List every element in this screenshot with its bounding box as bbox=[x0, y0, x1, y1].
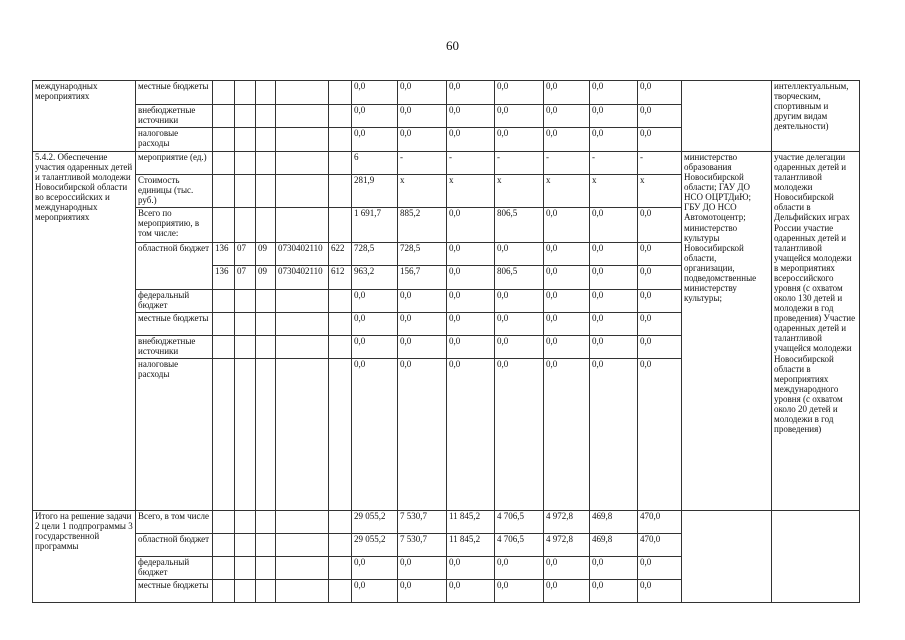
value-cell: 0,0 bbox=[544, 336, 590, 359]
value-cell: 0,0 bbox=[544, 359, 590, 511]
value-cell: - bbox=[638, 152, 682, 175]
value-cell: 0,0 bbox=[544, 313, 590, 336]
value-cell: 885,2 bbox=[398, 208, 447, 243]
value-cell: 11 845,2 bbox=[447, 534, 495, 557]
value-cell: 11 845,2 bbox=[447, 511, 495, 534]
value-cell: 0,0 bbox=[352, 128, 398, 152]
value-cell: 0,0 bbox=[544, 557, 590, 580]
value-cell: 0,0 bbox=[638, 266, 682, 290]
value-cell: 0,0 bbox=[447, 128, 495, 152]
value-cell: 0,0 bbox=[447, 266, 495, 290]
value-cell: 0,0 bbox=[638, 580, 682, 603]
value-cell: - bbox=[544, 152, 590, 175]
value-cell: 0,0 bbox=[544, 128, 590, 152]
value-cell: 0,0 bbox=[638, 359, 682, 511]
vr-code-cell: 612 bbox=[329, 266, 352, 290]
pr-code-cell: 09 bbox=[256, 266, 276, 290]
value-cell: 963,2 bbox=[352, 266, 398, 290]
value-cell: 0,0 bbox=[398, 557, 447, 580]
value-cell: 0,0 bbox=[352, 359, 398, 511]
value-cell: 0,0 bbox=[447, 359, 495, 511]
value-cell: 0,0 bbox=[447, 580, 495, 603]
source-cell: налоговые расходы bbox=[136, 128, 213, 152]
pr-code-cell: 09 bbox=[256, 243, 276, 266]
value-cell: 0,0 bbox=[590, 128, 638, 152]
cs-code-cell bbox=[276, 208, 329, 243]
gp-code-cell bbox=[213, 175, 235, 208]
gp-code-cell: 136 bbox=[213, 243, 235, 266]
value-cell: 281,9 bbox=[352, 175, 398, 208]
cs-code-cell: 0730402110 bbox=[276, 266, 329, 290]
value-cell: 0,0 bbox=[495, 313, 544, 336]
table-body bbox=[33, 81, 860, 603]
rz-code-cell: 07 bbox=[235, 243, 256, 266]
page-number: 60 bbox=[446, 38, 459, 53]
value-cell: 0,0 bbox=[447, 290, 495, 313]
source-cell: местные бюджеты bbox=[136, 81, 213, 105]
value-cell: 806,5 bbox=[495, 208, 544, 243]
cs-code-cell: 0730402110 bbox=[276, 243, 329, 266]
value-cell: 29 055,2 bbox=[352, 511, 398, 534]
value-cell: 0,0 bbox=[398, 105, 447, 128]
pr-code-cell bbox=[256, 152, 276, 175]
table-row bbox=[33, 511, 860, 534]
value-cell: 0,0 bbox=[495, 580, 544, 603]
value-cell: 0,0 bbox=[638, 243, 682, 266]
value-cell: x bbox=[447, 175, 495, 208]
value-cell: 0,0 bbox=[544, 266, 590, 290]
value-cell: 7 530,7 bbox=[398, 534, 447, 557]
value-cell: - bbox=[495, 152, 544, 175]
result-cell: интеллектуальным, творческим, спортивным и другим видам деятельности) bbox=[772, 81, 860, 152]
value-cell: 7 530,7 bbox=[398, 511, 447, 534]
value-cell: x bbox=[638, 175, 682, 208]
value-cell: 1 691,7 bbox=[352, 208, 398, 243]
vr-code-cell bbox=[329, 152, 352, 175]
value-cell: 0,0 bbox=[398, 290, 447, 313]
source-cell: Всего, в том числе bbox=[136, 511, 213, 534]
value-cell: 0,0 bbox=[638, 81, 682, 105]
value-cell: 0,0 bbox=[352, 81, 398, 105]
value-cell: 0,0 bbox=[590, 580, 638, 603]
value-cell: 0,0 bbox=[352, 290, 398, 313]
source-cell: налоговые расходы bbox=[136, 359, 213, 511]
source-cell: Всего по мероприятию, в том числе: bbox=[136, 208, 213, 243]
value-cell: 0,0 bbox=[590, 208, 638, 243]
value-cell: 0,0 bbox=[590, 243, 638, 266]
value-cell: 0,0 bbox=[495, 557, 544, 580]
financing-table bbox=[32, 80, 860, 603]
value-cell: 469,8 bbox=[590, 534, 638, 557]
event-cell: 5.4.2. Обеспечение участия одаренных детей и талантливой молодежи Новосибирской области во всероссийских и международных мероприятиях bbox=[33, 152, 136, 511]
value-cell: 0,0 bbox=[638, 336, 682, 359]
source-cell: внебюджетные источники bbox=[136, 336, 213, 359]
value-cell: 0,0 bbox=[590, 81, 638, 105]
value-cell: 0,0 bbox=[638, 557, 682, 580]
rz-code-cell bbox=[235, 175, 256, 208]
value-cell: 469,8 bbox=[590, 511, 638, 534]
value-cell: 4 706,5 bbox=[495, 511, 544, 534]
rz-code-cell: 07 bbox=[235, 266, 256, 290]
source-cell: внебюджетные источники bbox=[136, 105, 213, 128]
value-cell: - bbox=[398, 152, 447, 175]
value-cell: x bbox=[495, 175, 544, 208]
value-cell: 0,0 bbox=[544, 243, 590, 266]
gp-code-cell bbox=[213, 208, 235, 243]
value-cell: 806,5 bbox=[495, 266, 544, 290]
source-cell: мероприятие (ед.) bbox=[136, 152, 213, 175]
value-cell: 0,0 bbox=[590, 557, 638, 580]
source-cell: федеральный бюджет bbox=[136, 290, 213, 313]
value-cell: 0,0 bbox=[398, 313, 447, 336]
gp-code-cell bbox=[213, 152, 235, 175]
value-cell: 4 706,5 bbox=[495, 534, 544, 557]
value-cell: 0,0 bbox=[352, 336, 398, 359]
value-cell: 0,0 bbox=[398, 81, 447, 105]
value-cell: 728,5 bbox=[352, 243, 398, 266]
value-cell: 0,0 bbox=[495, 359, 544, 511]
value-cell: 0,0 bbox=[495, 290, 544, 313]
value-cell: 0,0 bbox=[352, 313, 398, 336]
value-cell: 29 055,2 bbox=[352, 534, 398, 557]
value-cell: 156,7 bbox=[398, 266, 447, 290]
value-cell: x bbox=[544, 175, 590, 208]
cs-code-cell bbox=[276, 175, 329, 208]
pr-code-cell bbox=[256, 208, 276, 243]
value-cell: 0,0 bbox=[590, 336, 638, 359]
value-cell: 0,0 bbox=[447, 557, 495, 580]
value-cell: 0,0 bbox=[495, 336, 544, 359]
source-cell: местные бюджеты bbox=[136, 580, 213, 603]
value-cell: 0,0 bbox=[495, 128, 544, 152]
value-cell: - bbox=[590, 152, 638, 175]
value-cell: 0,0 bbox=[590, 266, 638, 290]
value-cell: 0,0 bbox=[447, 243, 495, 266]
source-cell: федеральный бюджет bbox=[136, 557, 213, 580]
value-cell: 6 bbox=[352, 152, 398, 175]
value-cell: 0,0 bbox=[590, 105, 638, 128]
rz-code-cell bbox=[235, 152, 256, 175]
value-cell: 0,0 bbox=[398, 580, 447, 603]
table-row bbox=[33, 81, 860, 105]
value-cell: x bbox=[590, 175, 638, 208]
vr-code-cell: 622 bbox=[329, 243, 352, 266]
executor-cell bbox=[682, 81, 772, 152]
value-cell: 0,0 bbox=[447, 81, 495, 105]
event-cell: международных мероприятиях bbox=[33, 81, 136, 152]
value-cell: x bbox=[398, 175, 447, 208]
value-cell: 0,0 bbox=[352, 105, 398, 128]
value-cell: 0,0 bbox=[398, 336, 447, 359]
gp-code-cell: 136 bbox=[213, 266, 235, 290]
executor-cell: министерство образования Новосибирской области; ГАУ ДО НСО ОЦРТДиЮ; ГБУ ДО НСО Автомотоцентр; министерство культуры Новосибирской области, организации, подведомственные министерству культуры; bbox=[682, 152, 772, 511]
value-cell: 0,0 bbox=[447, 105, 495, 128]
value-cell: 4 972,8 bbox=[544, 511, 590, 534]
value-cell: 0,0 bbox=[638, 208, 682, 243]
source-cell: Стоимость единицы (тыс. руб.) bbox=[136, 175, 213, 208]
vr-code-cell bbox=[329, 208, 352, 243]
value-cell: - bbox=[447, 152, 495, 175]
table-row bbox=[33, 152, 860, 175]
pr-code-cell bbox=[256, 175, 276, 208]
value-cell: 0,0 bbox=[495, 243, 544, 266]
value-cell: 0,0 bbox=[638, 290, 682, 313]
cs-code-cell bbox=[276, 152, 329, 175]
value-cell: 0,0 bbox=[352, 580, 398, 603]
value-cell: 0,0 bbox=[495, 105, 544, 128]
result-cell: участие делегации одаренных детей и талантливой молодежи Новосибирской области в Дельфийских играх России участие одаренных детей и талантливой учащейся молодежи в мероприятиях всероссийского уровня (с охватом около 130 детей и молодежи в год проведения) Участие одаренных детей и талантливой учащейся молодежи Новосибирской области в мероприятиях международного уровня (с охватом около 20 детей и молодежи в год проведения) bbox=[772, 152, 860, 511]
value-cell: 0,0 bbox=[544, 208, 590, 243]
executor-cell bbox=[682, 511, 772, 603]
value-cell: 0,0 bbox=[544, 81, 590, 105]
value-cell: 0,0 bbox=[638, 128, 682, 152]
value-cell: 0,0 bbox=[590, 359, 638, 511]
vr-code-cell bbox=[329, 175, 352, 208]
source-cell: местные бюджеты bbox=[136, 313, 213, 336]
value-cell: 470,0 bbox=[638, 511, 682, 534]
value-cell: 0,0 bbox=[447, 208, 495, 243]
rz-code-cell bbox=[235, 208, 256, 243]
value-cell: 0,0 bbox=[398, 128, 447, 152]
value-cell: 0,0 bbox=[447, 313, 495, 336]
value-cell: 0,0 bbox=[495, 81, 544, 105]
value-cell: 0,0 bbox=[352, 557, 398, 580]
value-cell: 728,5 bbox=[398, 243, 447, 266]
event-cell: Итого на решение задачи 2 цели 1 подпрограммы 3 государственной программы bbox=[33, 511, 136, 603]
value-cell: 0,0 bbox=[590, 313, 638, 336]
value-cell: 4 972,8 bbox=[544, 534, 590, 557]
value-cell: 470,0 bbox=[638, 534, 682, 557]
value-cell: 0,0 bbox=[544, 290, 590, 313]
source-cell: областной бюджет bbox=[136, 534, 213, 557]
value-cell: 0,0 bbox=[590, 290, 638, 313]
source-cell: областной бюджет bbox=[136, 243, 213, 290]
value-cell: 0,0 bbox=[398, 359, 447, 511]
value-cell: 0,0 bbox=[638, 313, 682, 336]
value-cell: 0,0 bbox=[544, 105, 590, 128]
result-cell bbox=[772, 511, 860, 603]
value-cell: 0,0 bbox=[544, 580, 590, 603]
value-cell: 0,0 bbox=[447, 336, 495, 359]
value-cell: 0,0 bbox=[638, 105, 682, 128]
